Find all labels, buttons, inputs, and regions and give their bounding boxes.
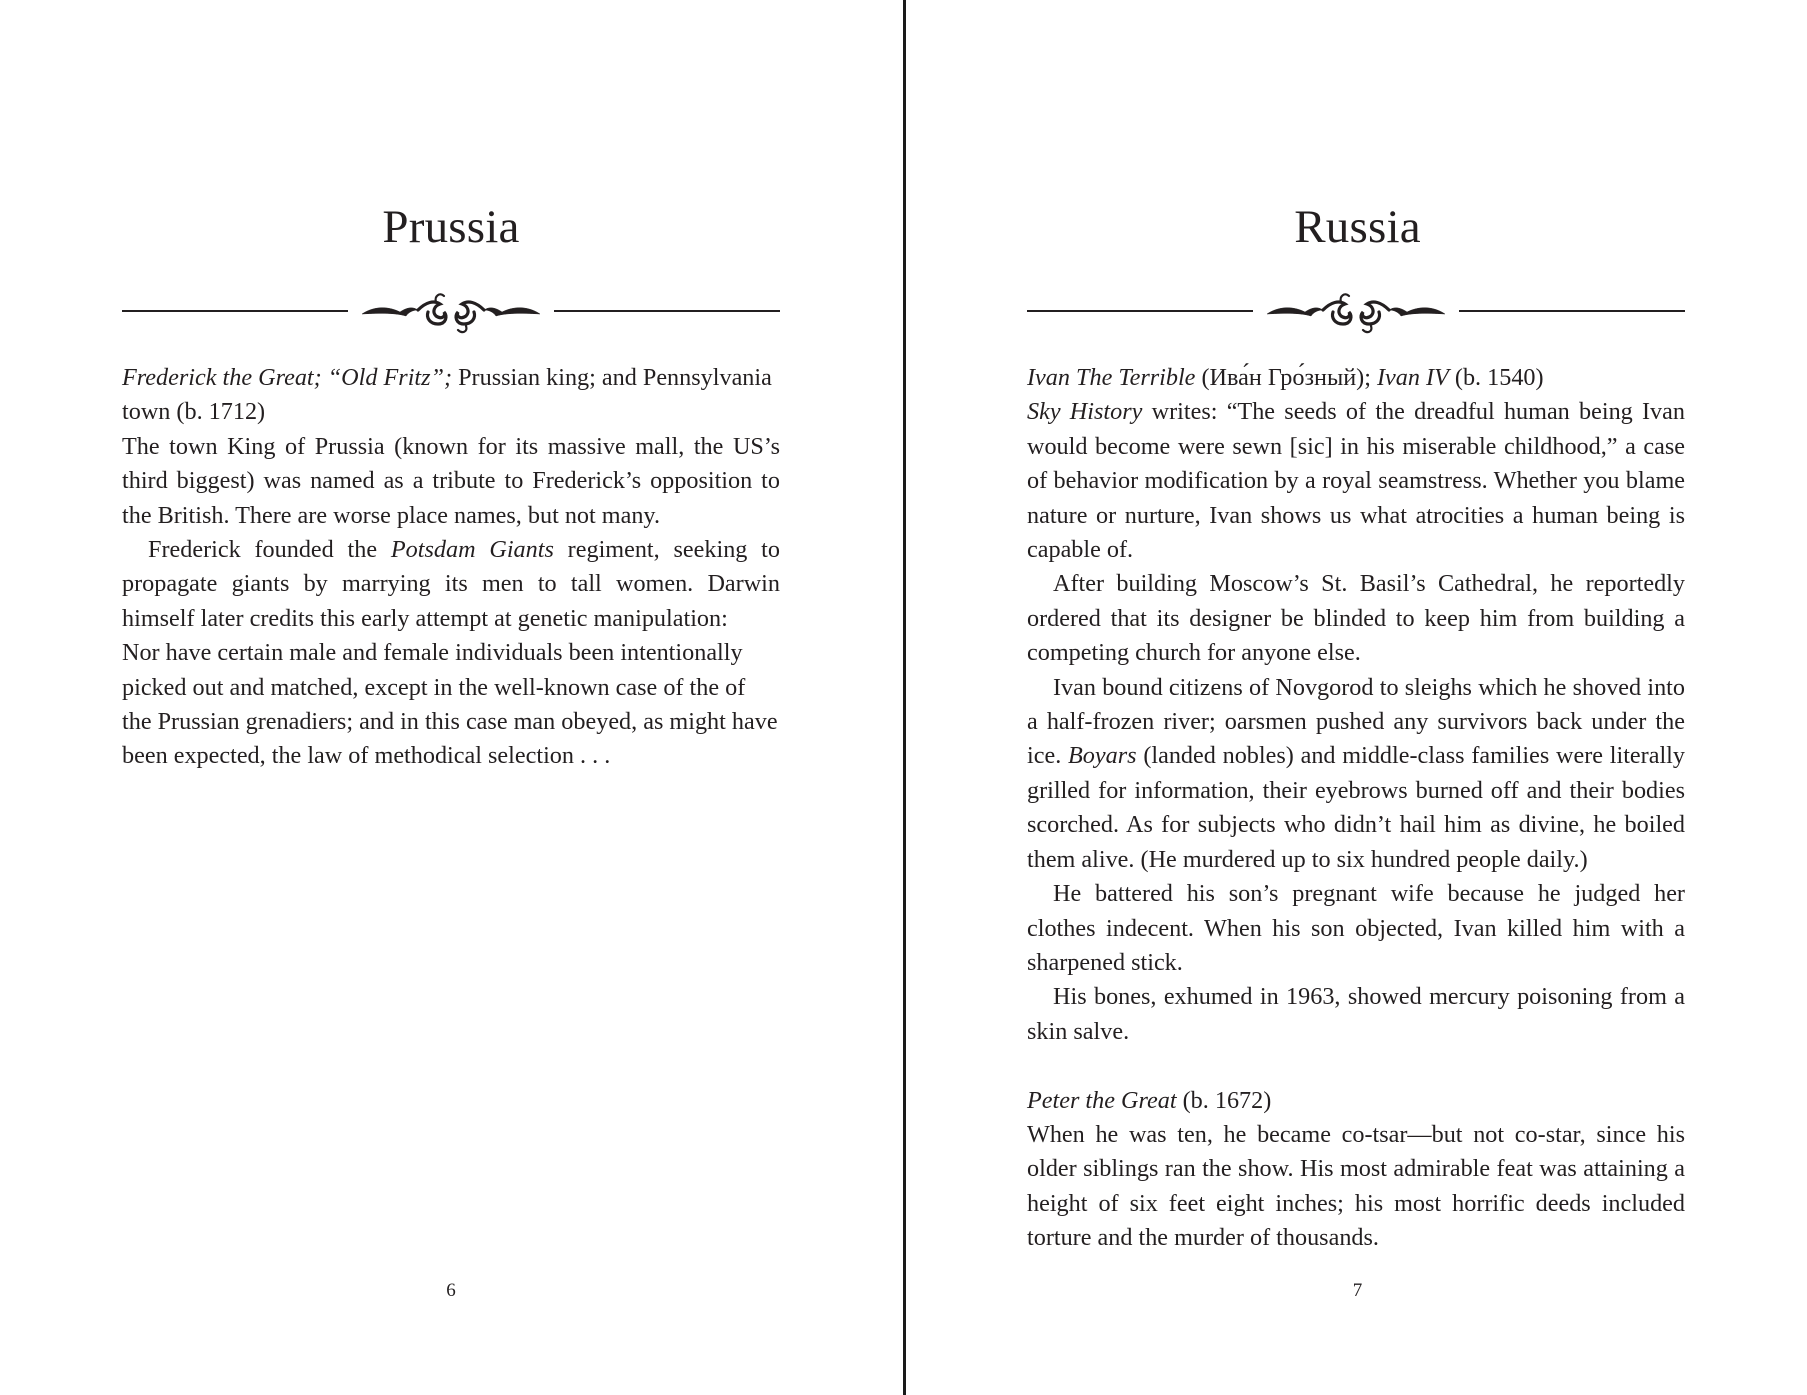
paragraph <box>1027 395 1685 567</box>
text-run: Ivan bound citizens of Novgorod to sleighs which he shoved into a half-frozen river; oarsmen pushed any survivors back under the ice. <box>1027 673 1685 770</box>
left-page <box>0 0 902 1395</box>
italic-run: Potsdam Giants <box>390 536 554 564</box>
italic-run: Peter the Great <box>1027 1086 1177 1114</box>
paragraph <box>1027 671 1685 877</box>
text-run: (landed nobles) and middle-class families were literally grilled for information, their eyebrows burned off and their bodies scorched. As for subjects who didn’t hail him as divine, he boiled them alive. (He murdered up to six hundred people daily.) <box>1027 742 1685 873</box>
chapter-title-russia: Russia <box>1294 201 1421 253</box>
right-page-body <box>1027 361 1685 1256</box>
entry-heading-ivan <box>1027 361 1685 395</box>
ornament-rule-left <box>1027 310 1253 312</box>
paragraph: His bones, exhumed in 1963, showed mercury poisoning from a skin salve. <box>1027 983 1685 1045</box>
text-run: (b. 1540) <box>1448 364 1544 391</box>
italic-run: Ivan The Terrible <box>1027 364 1196 391</box>
darwin-blockquote: Nor have certain male and female individuals been intentionally picked out and matched, except in the well-known case of the of the Prussian grenadiers; and in this case man obeyed, as might have been expected, the law of methodical selection . . . <box>122 639 778 770</box>
book-spine-divider <box>903 0 906 1395</box>
text-run: regiment, seeking to propagate giants by marrying its men to tall women. Darwin himself later credits this early attempt at genetic manipulation: <box>122 536 780 632</box>
italic-run: Boyars <box>1068 742 1137 770</box>
entry-heading-peter <box>1027 1084 1685 1118</box>
entry-heading-frederick <box>122 361 780 430</box>
text-run: writes: “The seeds of the dreadful human being Ivan would become were sewn [sic] in his miserable childhood,” a case of behavior modification by a royal seamstress. Whether you blame nature or nurture, Ivan shows us what atrocities a human being is capable of. <box>1027 398 1685 564</box>
chapter-title-prussia: Prussia <box>382 201 520 253</box>
paragraph: After building Moscow’s St. Basil’s Cathedral, he reportedly ordered that its designer be blinded to keep him from building a competing church for anyone else. <box>1027 570 1685 667</box>
text-run: Frederick founded the <box>148 536 391 564</box>
paragraph: He battered his son’s pregnant wife because he judged her clothes indecent. When his son objected, Ivan killed him with a sharpened stick. <box>1027 880 1685 976</box>
title-ornament <box>1027 288 1685 334</box>
entry-heading-rest: Prussian king; and Pennsylvania town (b. 1712) <box>122 364 772 426</box>
right-page <box>908 0 1807 1395</box>
left-page-body <box>122 361 780 774</box>
fleuron-ornament-icon <box>360 288 542 334</box>
paragraph: The town King of Prussia (known for its massive mall, the US’s third biggest) was named as a tribute to Frederick’s opposition to the British. There are worse place names, but not many. <box>122 432 780 529</box>
paragraph: When he was ten, he became co-tsar—but not co-star, since his older siblings ran the show. His most admirable feat was attaining a height of six feet eight inches; his most horrific deeds included torture and the murder of thousands. <box>1027 1120 1685 1252</box>
fleuron-ornament-icon <box>1265 288 1447 334</box>
section-spacer <box>1027 1049 1685 1083</box>
ornament-rule-right <box>1459 310 1685 312</box>
text-run: (b. 1672) <box>1176 1086 1272 1114</box>
ornament-rule-right <box>554 310 780 312</box>
page-number: 6 <box>446 1280 456 1301</box>
entry-heading-italic: Frederick the Great; “Old Fritz”; <box>122 364 453 391</box>
ornament-rule-left <box>122 310 348 312</box>
page-number: 7 <box>1352 1280 1363 1301</box>
paragraph <box>122 533 780 636</box>
title-ornament <box>122 288 780 334</box>
italic-run: Ivan IV <box>1376 364 1449 391</box>
italic-run: Sky History <box>1027 398 1143 426</box>
text-run: (Ива́н Гро́зный); <box>1195 364 1377 391</box>
